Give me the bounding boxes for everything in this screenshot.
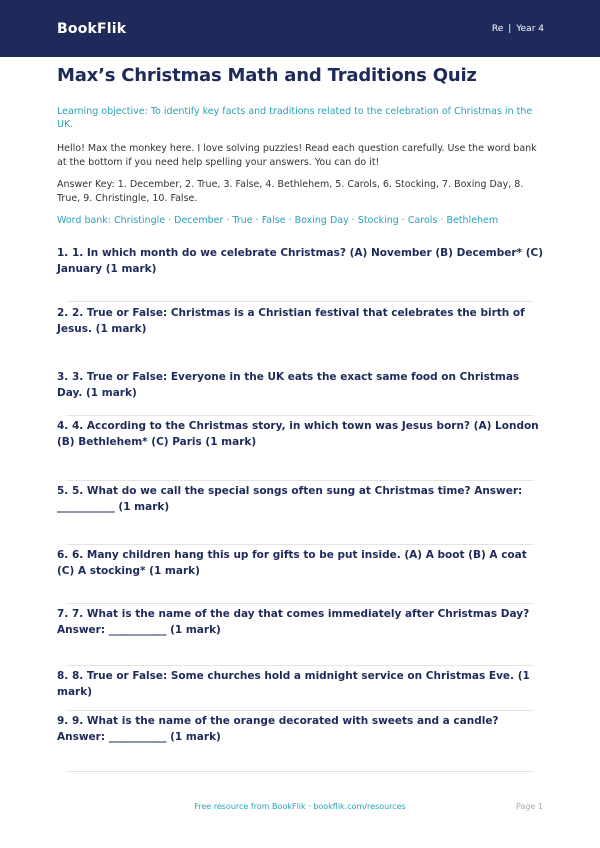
year-label: Year 4 <box>516 23 544 34</box>
question-list <box>57 245 543 772</box>
question-9 <box>57 711 543 771</box>
question-text: 8. 8. True or False: Some churches hold a midnight service on Christmas Eve. (1 mark) <box>57 670 530 698</box>
question-5 <box>57 481 543 544</box>
learning-objective: Learning objective: To identify key facts and traditions related to the celebration of Christmas in the UK. <box>57 106 533 130</box>
question-4 <box>57 416 543 480</box>
question-text: 9. 9. What is the name of the orange decorated with sweets and a candle? Answer: ___________ (1 mark) <box>57 715 499 743</box>
page-footer <box>0 800 600 814</box>
brand-logo: BookFlik <box>57 20 127 37</box>
question-1 <box>57 245 543 301</box>
question-8 <box>57 666 543 710</box>
question-6 <box>57 545 543 603</box>
question-text: 2. 2. True or False: Christmas is a Christian festival that celebrates the birth of Jesus. (1 mark) <box>57 307 525 335</box>
question-text: 5. 5. What do we call the special songs often sung at Christmas time? Answer: ___________ (1 mark) <box>57 485 523 513</box>
page-number: Page 1 <box>516 802 543 811</box>
answer-key: Answer Key: 1. December, 2. True, 3. False, 4. Bethlehem, 5. Carols, 6. Stocking, 7. Boxing Day, 8. True, 9. Christingle, 10. False. <box>57 179 524 204</box>
question-2 <box>57 302 543 369</box>
header-meta <box>492 24 544 34</box>
page-title: Max’s Christmas Math and Traditions Quiz <box>57 65 477 86</box>
subject-label: Re <box>491 23 504 34</box>
document-body <box>57 64 543 772</box>
word-bank: Word bank: Christingle · December · True · False · Boxing Day · Stocking · Carols · Bethlehem <box>57 215 499 226</box>
page-header <box>0 0 600 57</box>
question-7 <box>57 604 543 665</box>
question-text: 1. 1. In which month do we celebrate Christmas? (A) November (B) December* (C) January (1 mark) <box>57 247 544 275</box>
question-3 <box>57 369 543 415</box>
question-text: 7. 7. What is the name of the day that comes immediately after Christmas Day? Answer: ___________ (1 mark) <box>57 608 530 636</box>
question-text: 6. 6. Many children hang this up for gifts to be put inside. (A) A boot (B) A coat (C) A stocking* (1 mark) <box>57 549 527 577</box>
question-divider <box>67 771 533 772</box>
meta-separator: | <box>508 23 512 34</box>
question-text: 3. 3. True or False: Everyone in the UK eats the exact same food on Christmas Day. (1 mark) <box>57 371 520 399</box>
question-text: 4. 4. According to the Christmas story, in which town was Jesus born? (A) London (B) Bethlehem* (C) Paris (1 mark) <box>57 420 539 448</box>
footer-link[interactable]: Free resource from BookFlik · bookflik.com/resources <box>194 802 406 811</box>
intro-text: Hello! Max the monkey here. I love solving puzzles! Read each question carefully. Use the word bank at the bottom if you need help spelling your answers. You can do it! <box>57 143 537 168</box>
